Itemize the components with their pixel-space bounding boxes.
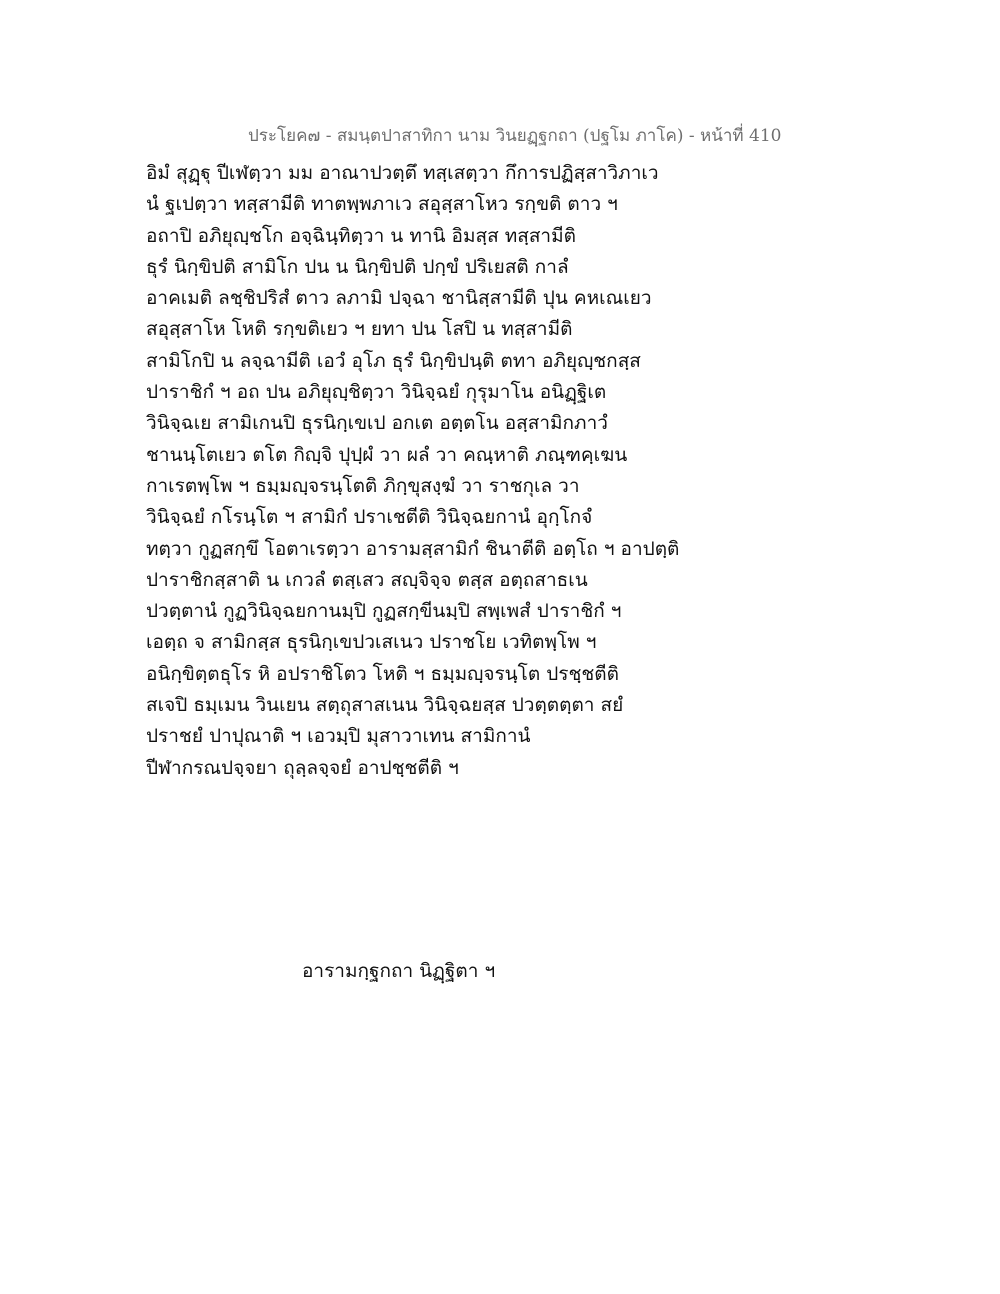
text-line-10: ชานนฺโตเยว ตโต กิญฺจิ ปุปฺผํ วา ผลํ วา คณฺหาติ ภณฺฑคฺเฆน (146, 443, 628, 466)
text-line-9: วินิจฺฉเย สามิเกนปิ ธุรนิกฺเขเป อกเต อตฺตโน อสฺสามิกภาวํ (146, 412, 608, 435)
text-line-13: ทตฺวา กูฏสกฺขึ โอตาเรตฺวา อารามสฺสามิกํ ชินาตีติ อตฺโถ ฯ อาปตฺติ (146, 537, 680, 560)
text-line-7: สามิโกปิ น ลจฺฉามีติ เอวํ อุโภ ธุรํ นิกฺขิปนฺติ ตทา อภิยุญฺชกสฺส (146, 349, 641, 372)
text-line-2: นํ ฐเปตฺวา ทสฺสามีติ ทาตพฺพภาเว สอุสฺสาโหว รกฺขติ ตาว ฯ (146, 193, 618, 216)
text-line-1: อิมํ สุฏฺฐุ ปีเฬตฺวา มม อาณาปวตฺตึ ทสฺเสตฺวา กึการปฏิสฺสาวิภาเว (146, 162, 659, 184)
text-line-4: ธุรํ นิกฺขิปติ สามิโก ปน น นิกฺขิปติ ปกฺขํ ปริเยสติ กาลํ (146, 255, 569, 278)
page-header: ประโยค๗ - สมนฺตปาสาทิกา นาม วินยฏฺฐกถา (ปฐโม ภาโค) - หน้าที่ 410 (248, 126, 782, 146)
section-end-line: อารามกฺฐกถา นิฏฺฐิตา ฯ (302, 960, 496, 982)
text-line-3: อถาปิ อภิยุญฺชโก อจฺฉินฺทิตฺวา น ทานิ อิมสฺส ทสฺสามีติ (146, 224, 576, 247)
text-line-18: สเจปิ ธมฺเมน วินเยน สตฺถุสาสเนน วินิจฺฉยสฺส ปวตฺตตฺตา สยํ (146, 694, 624, 717)
text-line-11: กาเรตพฺโพ ฯ ธมฺมญฺจรนฺโตติ ภิกฺขุสงฺฆํ วา ราชกุเล วา (146, 474, 580, 497)
text-line-15: ปวตฺตานํ กูฏวินิจฺฉยกานมฺปิ กูฏสกฺขีนมฺปิ สพฺเพสํ ปาราชิกํ ฯ (146, 600, 622, 623)
body-text (146, 158, 706, 784)
text-line-6: สอุสฺสาโห โหติ รกฺขติเยว ฯ ยทา ปน โสปิ น ทสฺสามีติ (146, 318, 573, 341)
text-line-8: ปาราชิกํ ฯ อถ ปน อภิยุญฺชิตฺวา วินิจฺฉยํ กุรุมาโน อนิฏฺฐิเต (146, 381, 607, 404)
text-line-17: อนิกฺขิตฺตธุโร หิ อปราชิโตว โหติ ฯ ธมฺมญฺจรนฺโต ปรชฺชตีติ (146, 662, 619, 685)
text-line-20: ปีฬากรณปจฺจยา ถุลฺลจฺจยํ อาปชฺชตีติ ฯ (146, 756, 459, 779)
text-line-19: ปราชยํ ปาปุณาติ ฯ เอวมฺปิ มุสาวาเทน สามิกานํ (146, 725, 531, 748)
text-line-5: อาคเมติ ลชฺชิปริสํ ตาว ลภามิ ปจฺฉา ชานิสฺสามีติ ปุน คหเณเยว (146, 287, 652, 310)
text-line-16: เอตฺถ จ สามิกสฺส ธุรนิกฺเขปวเสเนว ปราชโย เวทิตพฺโพ ฯ (146, 631, 597, 654)
text-line-12: วินิจฺฉยํ กโรนฺโต ฯ สามิกํ ปราเชตีติ วินิจฺฉยกานํ อุกฺโกจํ (146, 506, 593, 529)
text-line-14: ปาราชิกสฺสาติ น เกวลํ ตสฺเสว สญฺจิจฺจ ตสฺส อตฺถสาธเน (146, 568, 588, 591)
